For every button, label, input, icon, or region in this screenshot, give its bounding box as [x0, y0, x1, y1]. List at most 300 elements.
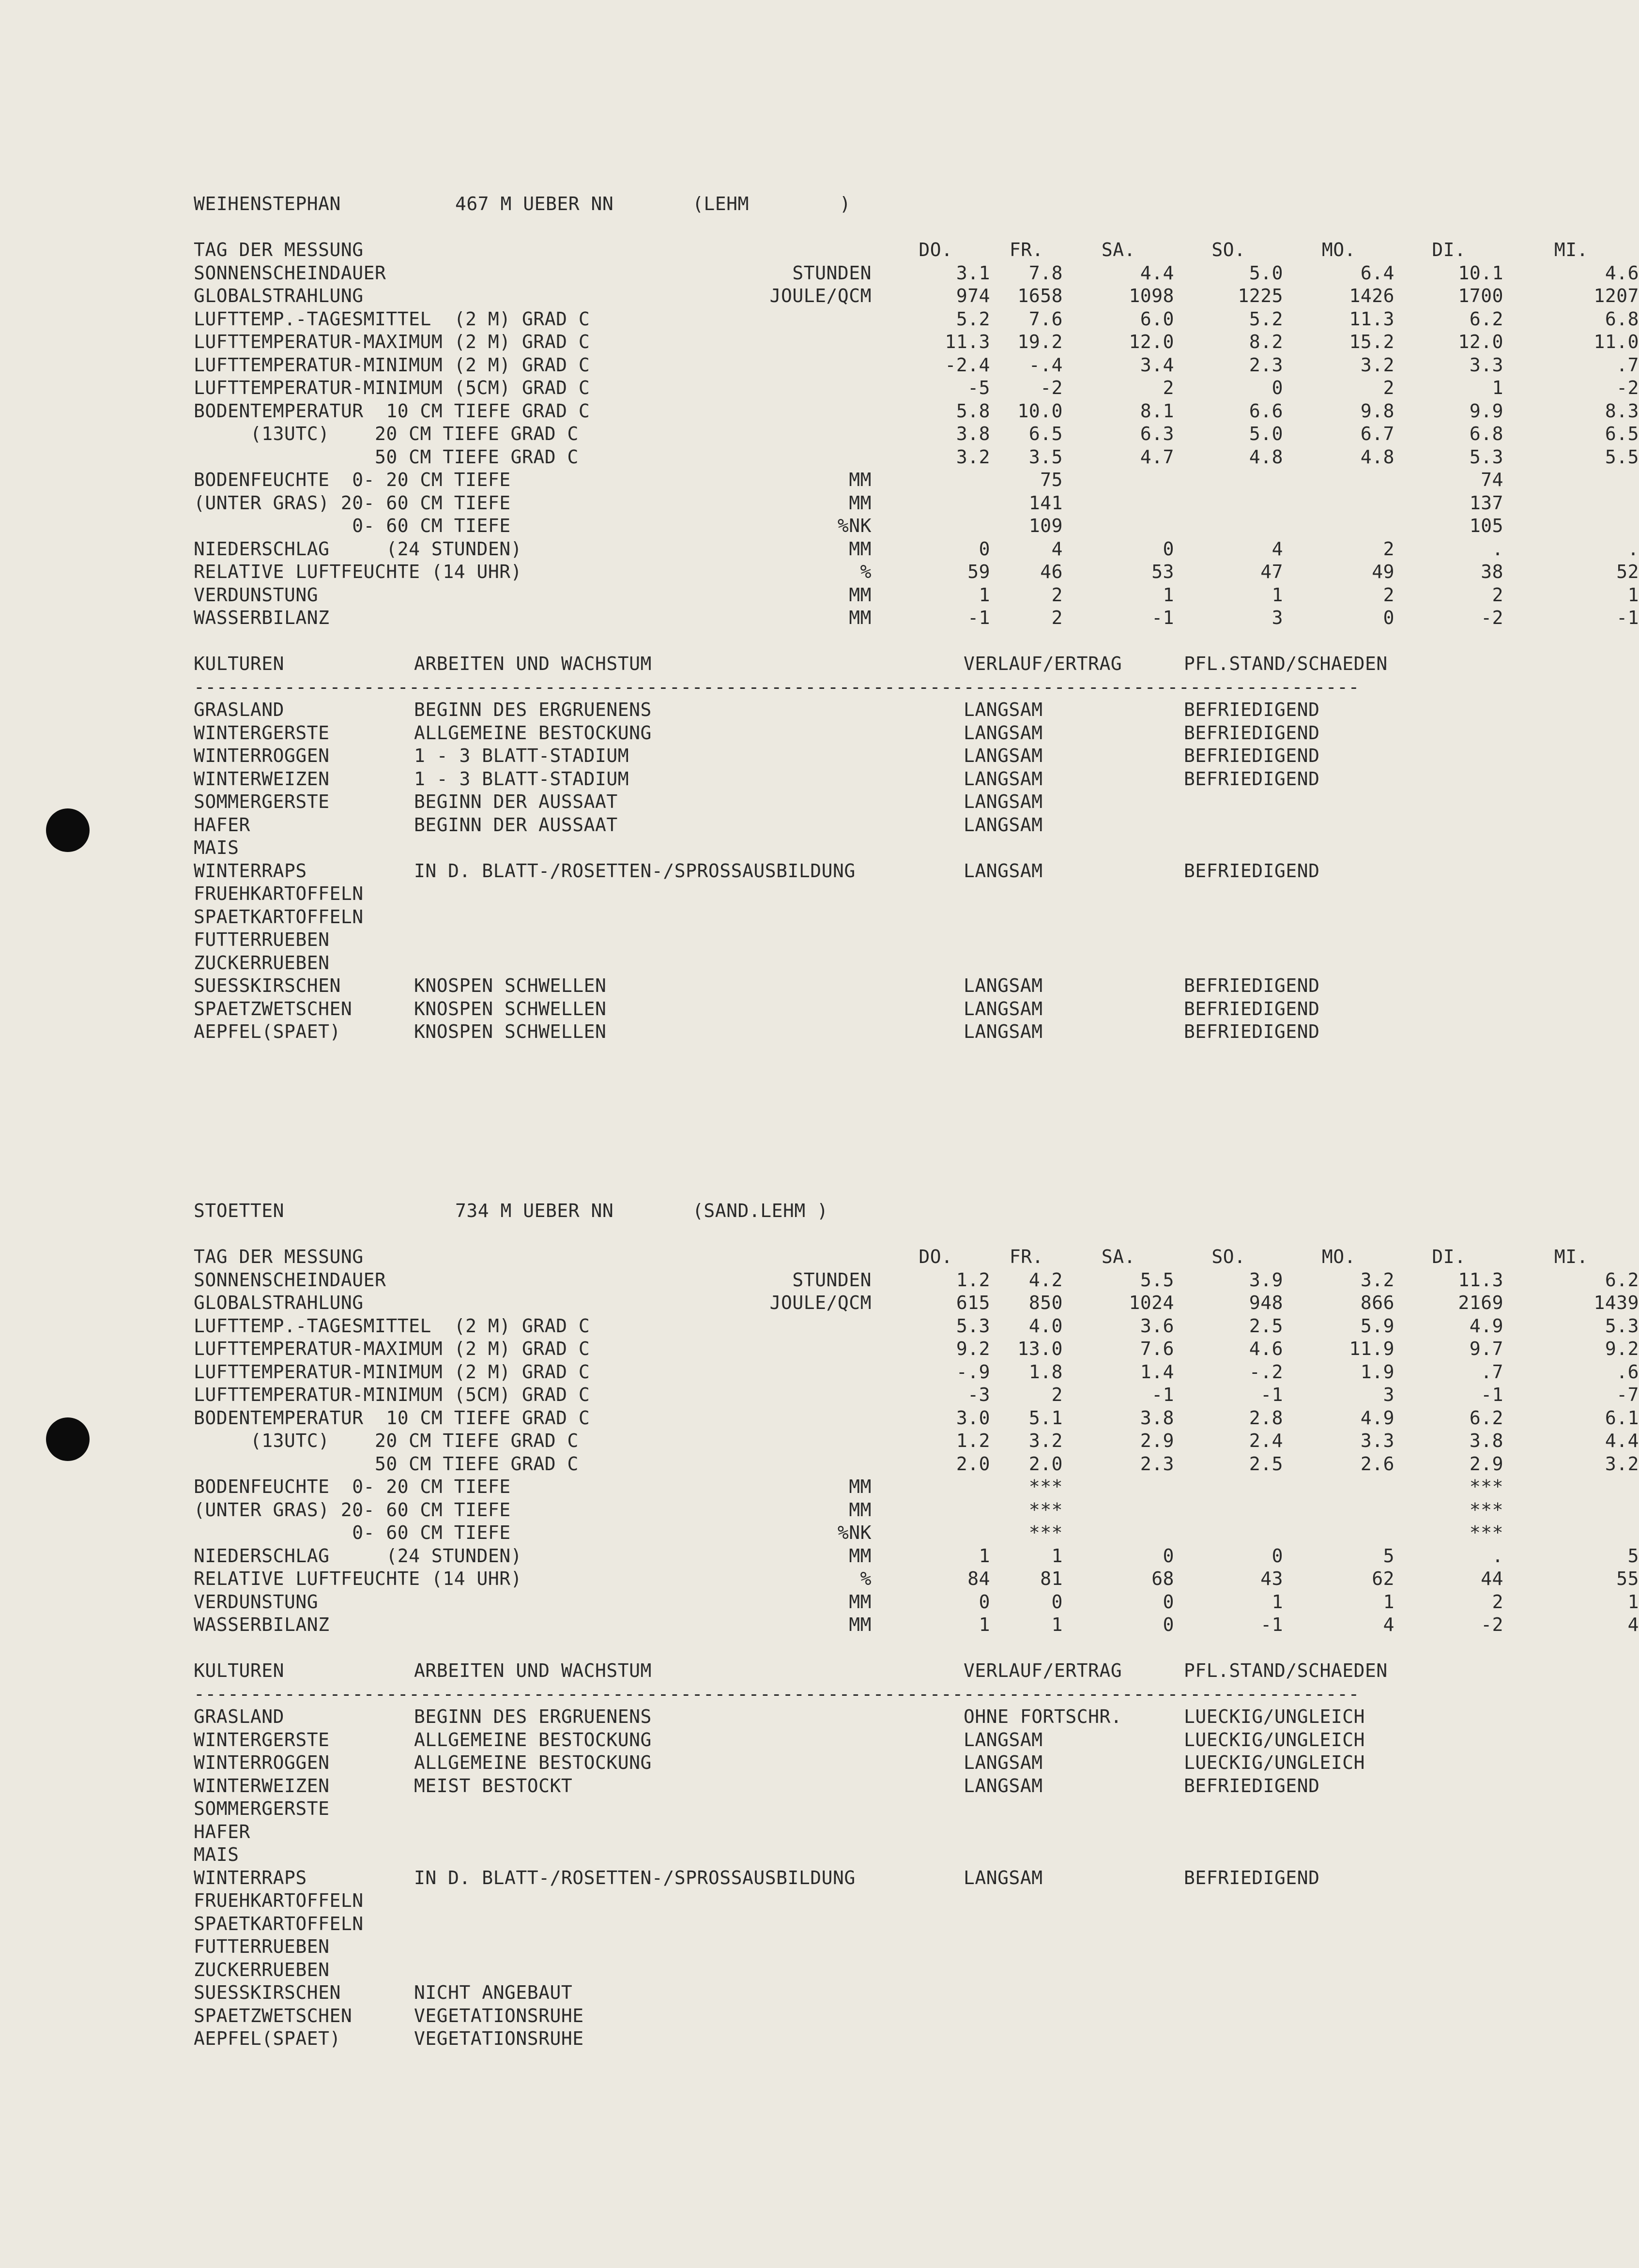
measurement-value: 4.6 — [1249, 1338, 1283, 1359]
day-header-di: DI. — [1432, 239, 1466, 260]
measurement-row — [194, 1476, 1503, 1499]
measurement-value: 3.2 — [1360, 1269, 1394, 1291]
crop-row — [194, 1821, 1453, 1844]
crop-stand: LUECKIG/UNGLEICH — [1184, 1752, 1365, 1773]
measurement-label: 50 CM TIEFE GRAD C — [194, 1453, 579, 1475]
measurement-label: GLOBALSTRAHLUNG — [194, 1292, 364, 1313]
crop-progress: LANGSAM — [964, 699, 1043, 720]
measurement-label: LUFTTEMP.-TAGESMITTEL (2 M) GRAD C — [194, 1315, 590, 1337]
measurement-row — [194, 262, 1639, 285]
measurement-label: 50 CM TIEFE GRAD C — [194, 446, 579, 468]
measurement-label: RELATIVE LUFTFEUCHTE (14 UHR) — [194, 1568, 522, 1589]
measurement-value: 2.6 — [1360, 1453, 1394, 1475]
crop-progress: LANGSAM — [964, 1021, 1043, 1042]
measurement-value: 5 — [1383, 1545, 1394, 1567]
crop-name: WINTERWEIZEN — [194, 768, 330, 790]
measurement-value: 2.0 — [956, 1453, 990, 1475]
measurement-value: 2.3 — [1249, 354, 1283, 376]
measurement-value: -1 — [1481, 1384, 1503, 1405]
measurement-label: LUFTTEMPERATUR-MAXIMUM (2 M) GRAD C — [194, 1338, 590, 1359]
crop-name: WINTERGERSTE — [194, 722, 330, 744]
crop-progress: LANGSAM — [964, 1752, 1043, 1773]
measurement-label: VERDUNSTUNG — [194, 1591, 319, 1613]
crop-progress: LANGSAM — [964, 860, 1043, 882]
measurement-value: 6.4 — [1360, 262, 1394, 284]
crop-progress: LANGSAM — [964, 1775, 1043, 1796]
measurement-value: 5.0 — [1249, 262, 1283, 284]
crop-work: 1 - 3 BLATT-STADIUM — [414, 768, 629, 790]
crop-name: HAFER — [194, 1821, 250, 1842]
measurement-value: .6 — [1616, 1361, 1639, 1383]
crop-row — [194, 1867, 1453, 1890]
measurement-value: 2.9 — [1140, 1430, 1174, 1451]
measurement-value: -1 — [1151, 1384, 1174, 1405]
crop-work: BEGINN DES ERGRUENENS — [414, 1706, 652, 1727]
measurement-value: 74 — [1481, 469, 1503, 490]
crop-row — [194, 791, 1453, 814]
day-header-so: SO. — [1211, 1246, 1246, 1267]
day-header-mi: MI. — [1554, 1246, 1589, 1267]
crop-row — [194, 1729, 1453, 1752]
measurement-value: 9.2 — [956, 1338, 990, 1359]
measurement-value: 12.0 — [1458, 331, 1503, 352]
measurement-value: 47 — [1260, 561, 1283, 582]
measurement-value: 2 — [1051, 584, 1063, 606]
crops-header-progress: VERLAUF/ERTRAG — [964, 1660, 1122, 1681]
measurement-value: 46 — [1040, 561, 1063, 582]
measurement-value: 3.2 — [1605, 1453, 1639, 1475]
measurement-value: 2.9 — [1469, 1453, 1503, 1475]
measurement-header-row — [194, 1246, 1589, 1269]
crop-name: WINTERGERSTE — [194, 1729, 330, 1750]
measurement-value: 9.9 — [1469, 400, 1503, 422]
station-name: STOETTEN — [194, 1200, 285, 1221]
measurement-value: 615 — [956, 1292, 990, 1313]
measurement-value: 109 — [1028, 515, 1063, 536]
measurement-value: 2 — [1163, 377, 1174, 398]
dashed-rule: ------------------------------------------------------------------------------------------------------- — [194, 676, 1360, 698]
measurement-value: 43 — [1260, 1568, 1283, 1589]
crop-row — [194, 722, 1453, 745]
measurement-value: 5.3 — [956, 1315, 990, 1337]
measurement-value: 3.6 — [1140, 1315, 1174, 1337]
measurement-row — [194, 1338, 1639, 1361]
spacer — [194, 216, 1453, 239]
crop-name: WINTERWEIZEN — [194, 1775, 330, 1796]
measurement-value: 6.0 — [1140, 308, 1174, 330]
measurement-value: -.9 — [956, 1361, 990, 1383]
measurement-value: 1426 — [1349, 285, 1394, 306]
crop-name: GRASLAND — [194, 699, 285, 720]
measurement-label: (UNTER GRAS) 20- 60 CM TIEFE — [194, 492, 511, 514]
measurement-value: 3.9 — [1249, 1269, 1283, 1291]
measurement-value: -.4 — [1028, 354, 1063, 376]
measurement-value: 141 — [1028, 492, 1063, 514]
measurement-value: 2 — [1051, 607, 1063, 628]
crop-row — [194, 1020, 1453, 1044]
crop-name: SPAETZWETSCHEN — [194, 998, 352, 1020]
measurement-value: 3.2 — [1028, 1430, 1063, 1451]
crop-row — [194, 1913, 1453, 1936]
measurement-row — [194, 1568, 1639, 1591]
spacer — [194, 630, 1453, 653]
crop-work: BEGINN DES ERGRUENENS — [414, 699, 652, 720]
measurement-value: 0 — [1271, 377, 1283, 398]
measurement-unit: MM — [849, 1591, 872, 1613]
measurement-row — [194, 1499, 1503, 1522]
crops-header-progress: VERLAUF/ERTRAG — [964, 653, 1122, 674]
spacer — [194, 1223, 1453, 1246]
station-soil: (SAND.LEHM ) — [692, 1200, 828, 1221]
measurement-value: 4.9 — [1469, 1315, 1503, 1337]
measurement-value: 1.2 — [956, 1430, 990, 1451]
crop-name: SPAETKARTOFFELN — [194, 1913, 364, 1934]
crop-work: MEIST BESTOCKT — [414, 1775, 573, 1796]
crops-header-stand: PFL.STAND/SCHAEDEN — [1184, 1660, 1388, 1681]
measurement-label: LUFTTEMPERATUR-MINIMUM (2 M) GRAD C — [194, 1361, 590, 1383]
measurement-value: 6.1 — [1605, 1407, 1639, 1429]
crops-header-work: ARBEITEN UND WACHSTUM — [414, 653, 652, 674]
measurement-value: 5.3 — [1605, 1315, 1639, 1337]
measurement-value: 9.8 — [1360, 400, 1394, 422]
measurement-unit: %NK — [837, 1522, 872, 1543]
measurement-label: LUFTTEMPERATUR-MINIMUM (5CM) GRAD C — [194, 377, 590, 398]
measurement-label: LUFTTEMPERATUR-MINIMUM (5CM) GRAD C — [194, 1384, 590, 1405]
crop-row — [194, 1981, 1453, 2005]
crop-stand: BEFRIEDIGEND — [1184, 975, 1320, 996]
measurement-value: 62 — [1372, 1568, 1394, 1589]
measurement-value: 1225 — [1238, 285, 1283, 306]
measurement-row — [194, 515, 1503, 538]
measurement-value: 11.9 — [1349, 1338, 1394, 1359]
measurement-row — [194, 1315, 1639, 1338]
crop-stand: BEFRIEDIGEND — [1184, 722, 1320, 744]
crop-row — [194, 998, 1453, 1021]
measurement-row — [194, 1591, 1639, 1614]
measurement-value: 11.3 — [945, 331, 990, 352]
measurement-row — [194, 607, 1639, 630]
station-title-line — [194, 193, 1453, 216]
measurement-value: 4.6 — [1605, 262, 1639, 284]
measurement-row — [194, 1292, 1639, 1315]
crop-work: NICHT ANGEBAUT — [414, 1982, 573, 2003]
measurement-unit: MM — [849, 1545, 872, 1567]
measurement-value: -2 — [1040, 377, 1063, 398]
measurement-value: 9.2 — [1605, 1338, 1639, 1359]
crop-progress: LANGSAM — [964, 814, 1043, 836]
measurement-value: 4 — [1271, 538, 1283, 560]
measurement-value: 4.2 — [1028, 1269, 1063, 1291]
measurement-row — [194, 331, 1639, 354]
measurement-date-label: TAG DER MESSUNG — [194, 239, 364, 260]
measurement-value: 8.3 — [1605, 400, 1639, 422]
measurement-value: 6.2 — [1469, 1407, 1503, 1429]
day-header-di: DI. — [1432, 1246, 1466, 1267]
measurement-label: (UNTER GRAS) 20- 60 CM TIEFE — [194, 1499, 511, 1521]
crop-name: SUESSKIRSCHEN — [194, 1982, 341, 2003]
measurement-value: 0 — [1271, 1545, 1283, 1567]
measurement-value: 1098 — [1129, 285, 1174, 306]
crop-work: VEGETATIONSRUHE — [414, 2005, 584, 2026]
measurement-value: 5.1 — [1028, 1407, 1063, 1429]
crop-name: WINTERROGGEN — [194, 1752, 330, 1773]
measurement-label: VERDUNSTUNG — [194, 584, 319, 606]
crop-name: HAFER — [194, 814, 250, 836]
measurement-value: 84 — [967, 1568, 990, 1589]
crop-name: ZUCKERRUEBEN — [194, 952, 330, 974]
measurement-value: 4.7 — [1140, 446, 1174, 468]
crop-stand: BEFRIEDIGEND — [1184, 699, 1320, 720]
measurement-value: 1700 — [1458, 285, 1503, 306]
measurement-value: 1.8 — [1028, 1361, 1063, 1383]
crop-progress: OHNE FORTSCHR. — [964, 1706, 1122, 1727]
crop-row — [194, 837, 1453, 860]
measurement-value: 3.5 — [1028, 446, 1063, 468]
station-title-line — [194, 1200, 1453, 1223]
measurement-value: 1658 — [1017, 285, 1063, 306]
crop-name: WINTERROGGEN — [194, 745, 330, 766]
measurement-value: 4 — [1627, 1614, 1639, 1635]
measurement-row — [194, 561, 1639, 584]
crop-stand: BEFRIEDIGEND — [1184, 998, 1320, 1020]
measurement-label: LUFTTEMPERATUR-MINIMUM (2 M) GRAD C — [194, 354, 590, 376]
measurement-value: 0 — [1163, 1545, 1174, 1567]
measurement-row — [194, 446, 1639, 469]
measurement-value: 3.8 — [1469, 1430, 1503, 1451]
measurement-unit: MM — [849, 584, 872, 606]
measurement-value: 5.9 — [1360, 1315, 1394, 1337]
measurement-unit: %NK — [837, 515, 872, 536]
crop-name: ZUCKERRUEBEN — [194, 1959, 330, 1980]
crop-name: SOMMERGERSTE — [194, 1798, 330, 1819]
crop-row — [194, 1775, 1453, 1798]
measurement-value: 6.7 — [1360, 423, 1394, 444]
measurement-value: 59 — [967, 561, 990, 582]
measurement-label: SONNENSCHEINDAUER — [194, 1269, 386, 1291]
measurement-value: 6.8 — [1605, 308, 1639, 330]
measurement-value: 5.2 — [956, 308, 990, 330]
measurement-value: 11.3 — [1349, 308, 1394, 330]
measurement-value: 5.2 — [1249, 308, 1283, 330]
measurement-value: 1207 — [1593, 285, 1639, 306]
measurement-value: 6.8 — [1469, 423, 1503, 444]
measurement-value: 1439 — [1593, 1292, 1639, 1313]
measurement-value: -2 — [1481, 1614, 1503, 1635]
crop-stand: BEFRIEDIGEND — [1184, 745, 1320, 766]
measurement-label: WASSERBILANZ — [194, 607, 330, 628]
crop-progress: LANGSAM — [964, 998, 1043, 1020]
measurement-value: -2.4 — [945, 354, 990, 376]
crop-name: FUTTERRUEBEN — [194, 929, 330, 950]
measurement-row — [194, 1522, 1503, 1545]
measurement-row — [194, 400, 1639, 423]
measurement-unit: MM — [849, 1614, 872, 1635]
measurement-row — [194, 285, 1639, 308]
measurement-value: 2.0 — [1028, 1453, 1063, 1475]
measurement-value: 55 — [1616, 1568, 1639, 1589]
crop-row — [194, 860, 1453, 883]
crop-progress: LANGSAM — [964, 1867, 1043, 1888]
measurement-value: 1.9 — [1360, 1361, 1394, 1383]
day-header-do: DO. — [919, 239, 953, 260]
measurement-value: 4.4 — [1605, 1430, 1639, 1451]
crop-name: SPAETKARTOFFELN — [194, 906, 364, 928]
measurement-value: 2.8 — [1249, 1407, 1283, 1429]
punch-hole-lower — [46, 1417, 90, 1461]
station-soil: (LEHM ) — [692, 193, 851, 214]
measurement-row — [194, 354, 1639, 377]
crop-stand: BEFRIEDIGEND — [1184, 1021, 1320, 1042]
measurement-value: 11.0 — [1593, 331, 1639, 352]
measurement-value: 4.4 — [1140, 262, 1174, 284]
measurement-value: 1 — [1051, 1614, 1063, 1635]
measurement-value: 1 — [1492, 377, 1503, 398]
crop-work: VEGETATIONSRUHE — [414, 2028, 584, 2049]
measurement-unit: JOULE/QCM — [769, 285, 872, 306]
crop-stand: LUECKIG/UNGLEICH — [1184, 1729, 1365, 1750]
measurement-value: 2 — [1492, 1591, 1503, 1613]
measurement-label: BODENFEUCHTE 0- 20 CM TIEFE — [194, 1476, 511, 1497]
crop-row — [194, 2027, 1453, 2051]
measurement-row — [194, 1361, 1639, 1384]
measurement-value: 2.5 — [1249, 1315, 1283, 1337]
measurement-unit: % — [860, 561, 872, 582]
crop-work: KNOSPEN SCHWELLEN — [414, 1021, 607, 1042]
crop-row — [194, 1959, 1453, 1982]
crop-row — [194, 768, 1453, 791]
measurement-value: 3.8 — [956, 423, 990, 444]
crop-row — [194, 906, 1453, 929]
measurement-value: 137 — [1469, 492, 1503, 514]
measurement-value: -2 — [1481, 607, 1503, 628]
measurement-value: 2 — [1383, 377, 1394, 398]
measurement-value: 6.5 — [1605, 423, 1639, 444]
measurement-value: 5.0 — [1249, 423, 1283, 444]
crop-stand: BEFRIEDIGEND — [1184, 768, 1320, 790]
measurement-value: 1 — [1271, 1591, 1283, 1613]
crop-name: GRASLAND — [194, 1706, 285, 1727]
measurement-unit: STUNDEN — [792, 262, 872, 284]
measurement-value: 4.0 — [1028, 1315, 1063, 1337]
crop-row — [194, 2005, 1453, 2028]
measurement-row — [194, 1384, 1639, 1407]
measurement-value: 7.6 — [1028, 308, 1063, 330]
measurement-label: LUFTTEMP.-TAGESMITTEL (2 M) GRAD C — [194, 308, 590, 330]
crop-name: SPAETZWETSCHEN — [194, 2005, 352, 2026]
measurement-value: -1 — [1616, 607, 1639, 628]
day-header-do: DO. — [919, 1246, 953, 1267]
measurement-row — [194, 308, 1639, 331]
crop-work: BEGINN DER AUSSAAT — [414, 791, 618, 812]
crop-row — [194, 1843, 1453, 1867]
measurement-value: -2 — [1616, 377, 1639, 398]
day-header-sa: SA. — [1101, 1246, 1136, 1267]
crop-work: IN D. BLATT-/ROSETTEN-/SPROSSAUSBILDUNG — [414, 860, 856, 882]
measurement-value: 2.5 — [1249, 1453, 1283, 1475]
station-report-stoetten — [194, 1200, 1639, 2051]
crop-name: FRUEHKARTOFFELN — [194, 883, 364, 904]
measurement-value: 3.1 — [956, 262, 990, 284]
crops-header-crop: KULTUREN — [194, 653, 285, 674]
measurement-value: 6.2 — [1605, 1269, 1639, 1291]
measurement-label: LUFTTEMPERATUR-MAXIMUM (2 M) GRAD C — [194, 331, 590, 352]
measurement-value: . — [1627, 538, 1639, 560]
measurement-value: 81 — [1040, 1568, 1063, 1589]
station-elevation: 467 M UEBER NN — [455, 193, 614, 214]
crop-name: AEPFEL(SPAET) — [194, 2028, 341, 2049]
measurement-value: 75 — [1040, 469, 1063, 490]
measurement-unit: MM — [849, 1499, 872, 1521]
measurement-unit: % — [860, 1568, 872, 1589]
measurement-value: 1 — [1051, 1545, 1063, 1567]
measurement-row — [194, 1453, 1639, 1476]
measurement-date-label: TAG DER MESSUNG — [194, 1246, 364, 1267]
measurement-value: -1 — [967, 607, 990, 628]
measurement-value: 7.6 — [1140, 1338, 1174, 1359]
measurement-value: 0 — [1163, 1614, 1174, 1635]
measurement-value: 1 — [1271, 584, 1283, 606]
crop-name: WINTERRAPS — [194, 860, 307, 882]
measurement-unit: MM — [849, 1476, 872, 1497]
measurement-value: 0 — [1051, 1591, 1063, 1613]
measurement-value: 4.8 — [1360, 446, 1394, 468]
crop-row — [194, 1889, 1453, 1913]
measurement-value: 2169 — [1458, 1292, 1503, 1313]
crop-row — [194, 952, 1453, 975]
measurement-value: 6.3 — [1140, 423, 1174, 444]
measurement-unit: JOULE/QCM — [769, 1292, 872, 1313]
measurement-value: .7 — [1481, 1361, 1503, 1383]
station-name: WEIHENSTEPHAN — [194, 193, 341, 214]
crop-work: ALLGEMEINE BESTOCKUNG — [414, 722, 652, 744]
crop-name: SOMMERGERSTE — [194, 791, 330, 812]
measurement-value: 3.8 — [1140, 1407, 1174, 1429]
measurement-label: BODENTEMPERATUR 10 CM TIEFE GRAD C — [194, 1407, 590, 1429]
measurement-value: -5 — [967, 377, 990, 398]
measurement-value: 0 — [1163, 538, 1174, 560]
measurement-value: 0 — [1383, 607, 1394, 628]
measurement-row — [194, 1407, 1639, 1430]
crops-header-work: ARBEITEN UND WACHSTUM — [414, 1660, 652, 1681]
measurement-value: 3.3 — [1360, 1430, 1394, 1451]
crop-progress: LANGSAM — [964, 768, 1043, 790]
measurement-unit: STUNDEN — [792, 1269, 872, 1291]
measurement-row — [194, 423, 1639, 446]
measurement-value: 9.7 — [1469, 1338, 1503, 1359]
measurement-value: 49 — [1372, 561, 1394, 582]
measurement-value: 3 — [1271, 607, 1283, 628]
day-header-fr: FR. — [1009, 239, 1044, 260]
crop-progress: LANGSAM — [964, 722, 1043, 744]
crops-header-crop: KULTUREN — [194, 1660, 285, 1681]
measurement-value: 1 — [1627, 1591, 1639, 1613]
measurement-value: 948 — [1249, 1292, 1283, 1313]
crops-header-row — [194, 1659, 1453, 1683]
measurement-value: 1.4 — [1140, 1361, 1174, 1383]
measurement-value: -1 — [1151, 607, 1174, 628]
measurement-value: *** — [1469, 1499, 1503, 1521]
crop-name: WINTERRAPS — [194, 1867, 307, 1888]
measurement-value: 1 — [1627, 584, 1639, 606]
crop-work: KNOSPEN SCHWELLEN — [414, 998, 607, 1020]
measurement-value: .7 — [1616, 354, 1639, 376]
station-elevation: 734 M UEBER NN — [455, 1200, 614, 1221]
measurement-value: 2 — [1383, 584, 1394, 606]
measurement-value: 3 — [1383, 1384, 1394, 1405]
measurement-value: 5.5 — [1605, 446, 1639, 468]
measurement-value: 11.3 — [1458, 1269, 1503, 1291]
crop-name: FRUEHKARTOFFELN — [194, 1890, 364, 1911]
